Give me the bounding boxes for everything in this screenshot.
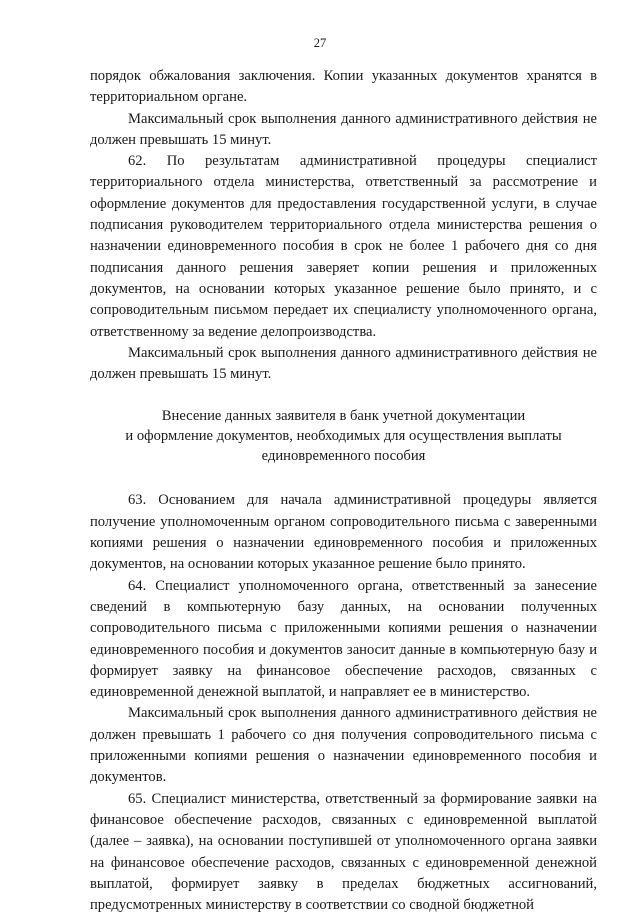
section-heading-line: и оформление документов, необходимых для осуществления выплаты — [125, 428, 562, 445]
paragraph: Максимальный срок выполнения данного административного действия не должен превышать 15 минут. — [90, 344, 597, 383]
section-heading-line: Внесение данных заявителя в банк учетной документации — [161, 408, 526, 425]
paragraph: Максимальный срок выполнения данного административного действия не должен превышать 1 рабочего со дня получения сопроводительного письма с приложенными копиями решения о назначении единовременного пособия и документов. — [90, 705, 597, 786]
section-heading — [90, 406, 597, 466]
paragraph-item-64: 64. Специалист уполномоченного органа, ответственный за занесение сведений в компьютерную базу данных, на основании полученных сопроводительного письма с приложенными копиями решения о назначении единовременного пособия и документов заносит данные в компьютерную базу и формирует заявку на финансовое обеспечение расходов, связанных с единовременной денежной выплатой, и направляет ее в министерство. — [90, 577, 597, 701]
paragraph-item-63: 63. Основанием для начала административной процедуры является получение уполномоченным органом сопроводительного письма с заверенными копиями решения о назначении единовременного пособия и приложенных документов, на основании которых указанное решение было принято. — [90, 492, 597, 573]
paragraph-item-62: 62. По результатам административной процедуры специалист территориального отдела министерства, ответственный за рассмотрение и оформление документов для предоставления государственной услуги, в случае подписания руководителем территориального отдела министерства решения о назначении единовременного пособия в срок не более 1 рабочего дня со дня подписания данного решения заверяет копии решения и приложенных документов, на основании которых указанное решение было принято, и с сопроводительным письмом передает их специалисту уполномоченного органа, ответственному за ведение делопроизводства. — [90, 153, 597, 340]
document-body — [90, 66, 597, 916]
paragraph: порядок обжалования заключения. Копии указанных документов хранятся в территориальном органе. — [90, 68, 597, 106]
paragraph-item-65: 65. Специалист министерства, ответственный за формирование заявки на финансовое обеспечение расходов, связанных с единовременной выплатой (далее – заявка), на основании поступившей от уполномоченного органа заявки на финансовое обеспечение расходов, связанных с единовременной денежной выплатой, формирует заявку в пределах бюджетных ассигнований, предусмотренных министерству в соответствии со сводной бюджетной — [90, 790, 597, 914]
paragraph: Максимальный срок выполнения данного административного действия не должен превышать 15 минут. — [90, 110, 597, 148]
section-heading-line: единовременного пособия — [261, 448, 426, 465]
page-number: 27 — [313, 36, 327, 50]
